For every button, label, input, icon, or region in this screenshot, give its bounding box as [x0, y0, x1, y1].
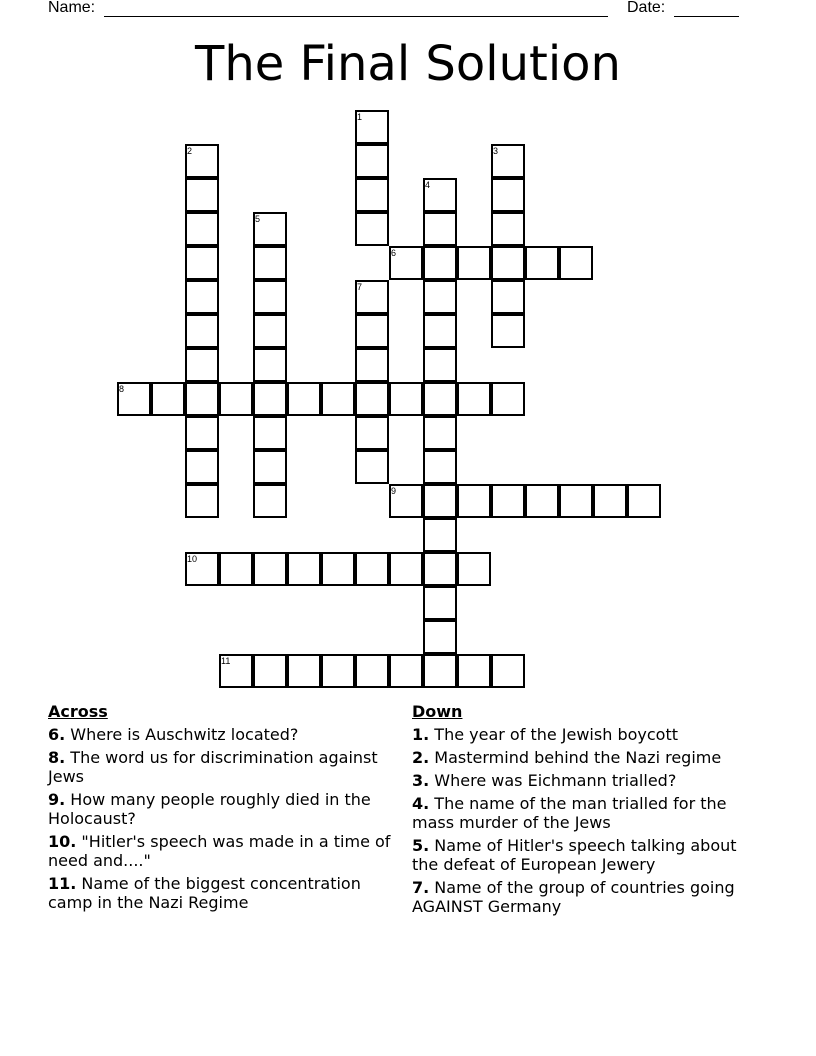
across-clue	[48, 725, 398, 744]
clue-text: The year of the Jewish boycott	[429, 725, 678, 744]
grid-cell[interactable]	[287, 654, 321, 688]
grid-cell[interactable]	[185, 212, 219, 246]
clue-text: Name of the group of countries going AGAINST Germany	[412, 878, 735, 916]
grid-cell[interactable]	[253, 552, 287, 586]
grid-cell[interactable]	[491, 280, 525, 314]
across-clue	[48, 748, 398, 786]
clue-number-label: 9	[391, 486, 397, 496]
grid-cell[interactable]	[423, 552, 457, 586]
grid-cell[interactable]	[491, 382, 525, 416]
clue-number-label: 6	[391, 248, 397, 258]
clue-number: 11.	[48, 874, 77, 893]
grid-cell[interactable]	[253, 416, 287, 450]
clue-number-label: 7	[357, 282, 363, 292]
clue-number: 10.	[48, 832, 77, 851]
grid-cell[interactable]	[389, 382, 423, 416]
grid-cell[interactable]	[219, 382, 253, 416]
grid-cell[interactable]	[423, 246, 457, 280]
grid-cell[interactable]	[423, 348, 457, 382]
down-clue	[412, 794, 757, 832]
down-clue-list	[412, 725, 757, 916]
clue-number-label: 4	[425, 180, 431, 190]
grid-cell[interactable]	[491, 246, 525, 280]
clue-text: Where was Eichmann trialled?	[429, 771, 677, 790]
across-clues	[48, 702, 398, 916]
grid-cell[interactable]	[559, 246, 593, 280]
grid-cell[interactable]	[253, 382, 287, 416]
down-clue	[412, 836, 757, 874]
clue-number: 3.	[412, 771, 430, 790]
grid-cell[interactable]	[185, 178, 219, 212]
grid-cell[interactable]	[287, 382, 321, 416]
page-title: The Final Solution	[195, 36, 621, 92]
grid-cell[interactable]	[355, 654, 389, 688]
grid-cell[interactable]	[253, 450, 287, 484]
grid-cell[interactable]	[355, 416, 389, 450]
clue-text: "Hitler's speech was made in a time of need and...."	[48, 832, 391, 870]
across-heading: Across	[48, 702, 108, 721]
grid-cell[interactable]	[355, 314, 389, 348]
grid-cell[interactable]	[491, 654, 525, 688]
grid-cell[interactable]	[253, 484, 287, 518]
grid-cell[interactable]	[423, 212, 457, 246]
grid-cell[interactable]	[185, 246, 219, 280]
clue-number: 4.	[412, 794, 430, 813]
grid-cell[interactable]	[457, 246, 491, 280]
grid-cell[interactable]	[423, 450, 457, 484]
clue-number-label: 11	[221, 656, 231, 666]
clue-number: 9.	[48, 790, 66, 809]
grid-cell[interactable]	[457, 382, 491, 416]
grid-cell[interactable]	[423, 586, 457, 620]
grid-cell[interactable]	[525, 246, 559, 280]
grid-cell[interactable]	[253, 246, 287, 280]
down-heading: Down	[412, 702, 463, 721]
grid-cell[interactable]	[185, 382, 219, 416]
grid-cell[interactable]	[287, 552, 321, 586]
grid-cell[interactable]	[355, 450, 389, 484]
grid-cell[interactable]	[457, 654, 491, 688]
clue-text: Name of the biggest concentration camp in the Nazi Regime	[48, 874, 361, 912]
grid-cell[interactable]	[423, 620, 457, 654]
grid-cell[interactable]	[151, 382, 185, 416]
down-clue	[412, 878, 757, 916]
across-clue	[48, 790, 398, 828]
grid-cell[interactable]	[389, 654, 423, 688]
across-clue	[48, 832, 398, 870]
grid-cell[interactable]	[355, 144, 389, 178]
down-clue	[412, 771, 757, 790]
grid-cell[interactable]	[491, 212, 525, 246]
grid-cell[interactable]	[185, 484, 219, 518]
grid-cell[interactable]	[185, 348, 219, 382]
grid-cell[interactable]	[253, 314, 287, 348]
clue-number: 7.	[412, 878, 430, 897]
grid-cell[interactable]	[559, 484, 593, 518]
clue-number: 6.	[48, 725, 66, 744]
clue-number-label: 2	[187, 146, 193, 156]
grid-cell[interactable]	[321, 552, 355, 586]
grid-cell[interactable]	[423, 382, 457, 416]
grid-cell[interactable]	[253, 654, 287, 688]
clue-number-label: 5	[255, 214, 261, 224]
grid-cell[interactable]	[321, 654, 355, 688]
grid-cell[interactable]	[253, 280, 287, 314]
clue-number-label: 1	[357, 112, 363, 122]
clue-number: 8.	[48, 748, 66, 767]
grid-cell[interactable]	[185, 450, 219, 484]
grid-cell[interactable]	[355, 212, 389, 246]
across-clue-list	[48, 725, 398, 912]
clue-text: Where is Auschwitz located?	[65, 725, 299, 744]
date-field[interactable]	[674, 16, 739, 17]
grid-cell[interactable]	[627, 484, 661, 518]
grid-cell[interactable]	[355, 382, 389, 416]
grid-cell[interactable]	[423, 654, 457, 688]
grid-cell[interactable]	[355, 178, 389, 212]
grid-cell[interactable]	[423, 416, 457, 450]
grid-cell[interactable]	[219, 552, 253, 586]
clue-text: The name of the man trialled for the mass murder of the Jews	[412, 794, 727, 832]
date-label: Date:	[627, 0, 666, 16]
grid-cell[interactable]	[253, 348, 287, 382]
clue-number-label: 8	[119, 384, 125, 394]
clue-number-label: 10	[187, 554, 198, 564]
grid-cell[interactable]	[389, 552, 423, 586]
clue-number: 1.	[412, 725, 430, 744]
grid-cell[interactable]	[185, 314, 219, 348]
grid-cell[interactable]	[491, 484, 525, 518]
grid-cell[interactable]	[423, 484, 457, 518]
grid-cell[interactable]	[355, 348, 389, 382]
clue-text: Name of Hitler's speech talking about the defeat of European Jewery	[412, 836, 737, 874]
grid-cell[interactable]	[457, 552, 491, 586]
grid-cell[interactable]	[355, 552, 389, 586]
grid-cell[interactable]	[491, 314, 525, 348]
grid-cell[interactable]	[525, 484, 559, 518]
name-label: Name:	[48, 0, 96, 16]
down-clues	[412, 702, 757, 920]
clue-text: Mastermind behind the Nazi regime	[429, 748, 722, 767]
down-clue	[412, 748, 757, 767]
grid-cell[interactable]	[423, 314, 457, 348]
grid-cell[interactable]	[321, 382, 355, 416]
clue-number: 5.	[412, 836, 430, 855]
grid-cell[interactable]	[423, 518, 457, 552]
grid-cell[interactable]	[423, 280, 457, 314]
grid-cell[interactable]	[457, 484, 491, 518]
down-clue	[412, 725, 757, 744]
grid-cell[interactable]	[185, 416, 219, 450]
clue-text: The word us for discrimination against Jews	[48, 748, 378, 786]
clue-number-label: 3	[493, 146, 499, 156]
grid-cell[interactable]	[593, 484, 627, 518]
clue-text: How many people roughly died in the Holocaust?	[48, 790, 371, 828]
grid-cell[interactable]	[491, 178, 525, 212]
name-field[interactable]	[104, 16, 608, 17]
worksheet-header	[48, 0, 768, 20]
across-clue	[48, 874, 398, 912]
grid-cell[interactable]	[185, 280, 219, 314]
clue-number: 2.	[412, 748, 430, 767]
